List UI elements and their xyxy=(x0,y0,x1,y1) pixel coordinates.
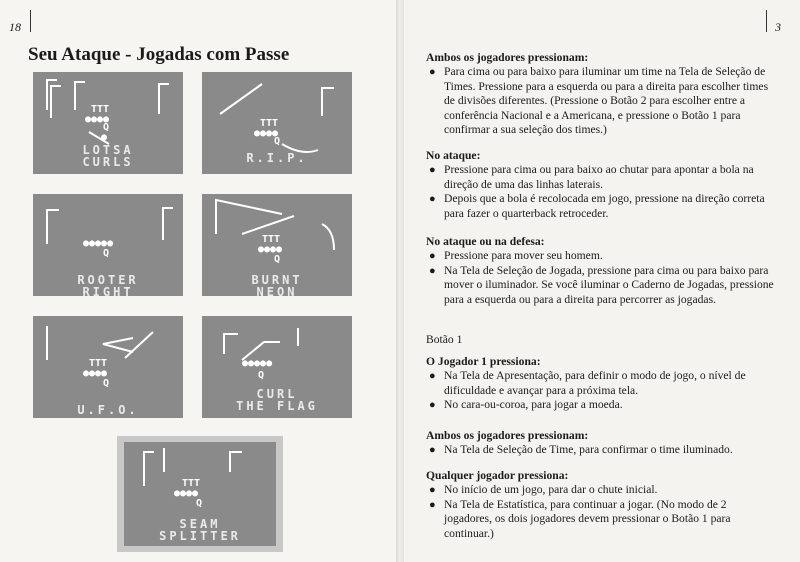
button-1-title xyxy=(426,332,776,347)
svg-text:●●●●: ●●●● xyxy=(83,368,108,379)
section-heading: No ataque: xyxy=(426,149,481,162)
svg-text:Q: Q xyxy=(103,122,110,133)
play-diagram-lotsa-curls xyxy=(33,72,183,174)
book-gutter xyxy=(396,0,404,562)
bullet-item xyxy=(426,483,776,498)
bullet-item xyxy=(426,398,776,413)
play-label: CURLS xyxy=(82,155,134,169)
bullet-text: Pressione para mover seu homem. xyxy=(444,249,603,262)
page-number-right: 3 xyxy=(775,20,781,34)
play-diagram-burnt-neon xyxy=(202,194,352,296)
play-label: SEAM xyxy=(179,517,221,531)
bullet-text: No cara-ou-coroa, para jogar a moeda. xyxy=(444,398,623,412)
svg-text:Q: Q xyxy=(274,254,281,265)
play-diagram-seam-splitter xyxy=(124,442,276,546)
page-title: Seu Ataque - Jogadas com Passe xyxy=(28,44,290,65)
bullet-item xyxy=(426,369,776,398)
bullet-item xyxy=(426,192,776,221)
svg-text:TTT: TTT xyxy=(91,104,110,115)
section-heading: O Jogador 1 pressiona: xyxy=(426,355,541,368)
bullet-icon: ● xyxy=(429,66,436,78)
header-rule-right xyxy=(766,10,767,32)
bullet-text: No início de um jogo, para dar o chute inicial. xyxy=(444,483,658,496)
svg-text:Q: Q xyxy=(103,378,110,389)
svg-text:Q: Q xyxy=(103,248,110,259)
bullet-item xyxy=(426,249,776,264)
bullet-icon: ● xyxy=(429,370,436,382)
bullet-icon: ● xyxy=(429,399,436,412)
section-both-players-1 xyxy=(426,50,776,138)
bullet-icon: ● xyxy=(429,484,436,496)
section-heading: Ambos os jogadores pressionam: xyxy=(426,51,589,64)
svg-text:TTT: TTT xyxy=(260,118,279,129)
svg-text:Q: Q xyxy=(258,370,265,381)
play-diagram-curl-the-flag xyxy=(202,316,352,418)
bullet-text: Depois que a bola é recolocada em jogo, pressione na direção correta para fazer o quarterback retroceder. xyxy=(444,192,765,220)
play-diagram-ufo xyxy=(33,316,183,418)
svg-text:●●●●: ●●●● xyxy=(85,114,110,125)
bullet-icon: ● xyxy=(429,444,436,456)
bullet-text: Na Tela de Seleção de Jogada, pressione para cima ou para baixo para mover o iluminador. Se você iluminar o Caderno de Jogadas, pressione para a esquerda ou para a direita para percorrer as jogadas. xyxy=(444,263,774,306)
play-diagram-rooter-right xyxy=(33,194,183,296)
svg-text:TTT: TTT xyxy=(262,234,281,245)
bullet-text: Na Tela de Seleção de Time, para confirmar o time iluminado. xyxy=(444,443,733,456)
svg-text:Q: Q xyxy=(196,498,203,509)
bullet-icon: ● xyxy=(429,164,436,176)
play-label: ROOTER xyxy=(77,273,139,287)
svg-text:●●●●●: ●●●●● xyxy=(242,358,273,369)
bullet-text: Pressione para cima ou para baixo ao chutar para apontar a bola na direção de uma das linhas laterais. xyxy=(444,163,754,191)
section-player-1 xyxy=(426,354,776,413)
play-diagram-rip xyxy=(202,72,352,174)
play-label: RIGHT xyxy=(82,285,134,296)
svg-text:●●●●●: ●●●●● xyxy=(83,238,114,249)
bullet-icon: ● xyxy=(429,250,436,262)
bullet-text: Na Tela de Apresentação, para definir o modo de jogo, o nível de dificuldade e avançar para a próxima tela. xyxy=(444,369,746,397)
section-heading: Qualquer jogador pressiona: xyxy=(426,469,569,482)
bullet-text: Na Tela de Estatística, para continuar a jogar. (No modo de 2 jogadores, os dois jogadores devem pressionar o Botão 1 para continuar.) xyxy=(444,497,731,540)
svg-text:●●●●: ●●●● xyxy=(254,128,279,139)
section-both-players-2 xyxy=(426,428,776,458)
bullet-text: Para cima ou para baixo para iluminar um time na Tela de Seleção de Times. Pressione para a esquerda ou para a direita para escolher times de divisões diferentes. (Pressione o Botão 2 para escolher entre a conferência Nacional e a Americana, e pressione o Botão 1 para confirmar a sua seleção dos times.) xyxy=(444,65,769,137)
bullet-icon: ● xyxy=(429,193,436,206)
play-label: NEON xyxy=(256,285,298,296)
play-label: U.F.O. xyxy=(77,403,139,417)
section-offense xyxy=(426,148,776,221)
section-any-player xyxy=(426,468,776,541)
play-label: CURL xyxy=(256,387,298,401)
svg-text:●●●●: ●●●● xyxy=(258,244,283,255)
section-heading: Ambos os jogadores pressionam: xyxy=(426,429,589,442)
play-label: SPLITTER xyxy=(159,529,241,543)
header-rule-left xyxy=(30,10,31,32)
page-number-left: 18 xyxy=(9,20,21,34)
play-label: THE FLAG xyxy=(236,399,318,413)
bullet-item xyxy=(426,498,776,542)
bullet-item xyxy=(426,264,776,308)
bullet-icon: ● xyxy=(429,498,436,511)
bullet-item xyxy=(426,443,776,458)
play-label: R.I.P. xyxy=(246,151,308,165)
section-offense-defense xyxy=(426,234,776,307)
svg-text:TTT: TTT xyxy=(89,358,108,369)
svg-text:Q: Q xyxy=(274,136,281,147)
svg-text:●●●●: ●●●● xyxy=(174,488,199,499)
section-title: Botão 1 xyxy=(426,333,463,346)
play-label: BURNT xyxy=(251,273,303,287)
play-label: LOTSA xyxy=(82,143,134,157)
svg-text:TTT: TTT xyxy=(182,478,201,489)
section-heading: No ataque ou na defesa: xyxy=(426,235,545,248)
bullet-item xyxy=(426,163,776,192)
bullet-icon: ● xyxy=(429,264,436,277)
svg-text:●: ● xyxy=(101,132,108,143)
bullet-item xyxy=(426,65,776,138)
